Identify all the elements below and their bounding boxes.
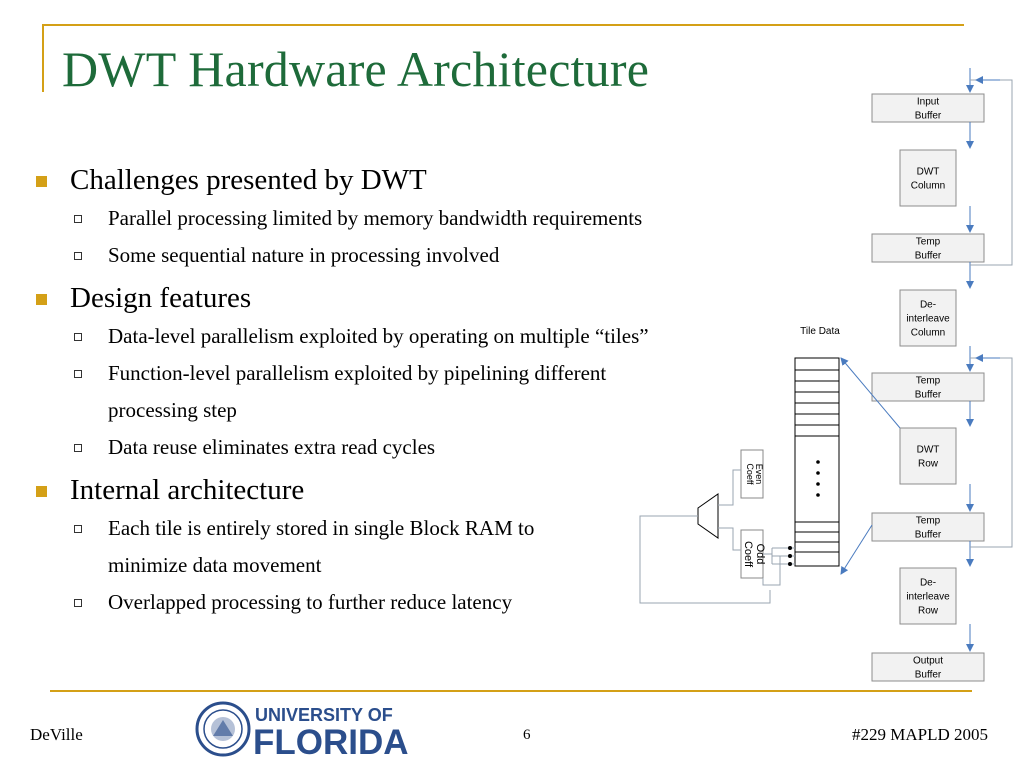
bullet-heading: Internal architecture — [30, 470, 790, 510]
odd-to-mux — [718, 528, 741, 550]
pipeline-label: Row — [917, 458, 939, 470]
seal-icon — [197, 703, 249, 755]
pipeline-label: Temp — [915, 375, 941, 387]
left-rule — [42, 24, 44, 92]
pipeline-label: Buffer — [914, 669, 942, 681]
odd-label: Odd — [754, 543, 766, 565]
footer-author: DeVille — [30, 725, 83, 744]
dwt-architecture-diagram — [620, 60, 1020, 690]
bottom-rule — [50, 690, 972, 692]
pipeline-label: Input — [916, 96, 940, 108]
bullet-item: Each tile is entirely stored in single Block RAM to — [30, 510, 790, 547]
pipeline-label: De- — [919, 299, 937, 311]
pipeline-label: Buffer — [914, 250, 942, 262]
arrow-to-tile-bottom — [841, 525, 872, 574]
pipeline-label: Column — [910, 180, 946, 192]
footer-event: #229 MAPLD 2005 — [851, 725, 988, 744]
page-number: 6 — [523, 727, 531, 743]
logo-line-1: UNIVERSITY OF — [255, 705, 393, 725]
pipeline-box-5 — [900, 428, 956, 484]
pipeline-label: interleave — [906, 313, 950, 325]
ellipsis-dot — [816, 460, 820, 464]
even-label: Even — [754, 463, 764, 485]
pipeline-label: Output — [912, 655, 944, 667]
pipeline-label: Temp — [915, 515, 941, 527]
university-logo — [195, 700, 415, 758]
pipeline-label: Row — [917, 605, 939, 617]
bullet-item: processing step — [108, 398, 237, 422]
slide-title: DWT Hardware Architecture — [62, 41, 650, 97]
bullet-heading: Design features — [30, 278, 790, 318]
top-rule — [42, 24, 964, 26]
bullet-item: Function-level parallelism exploited by pipelining different — [30, 355, 790, 392]
logo-line-2: FLORIDA — [253, 723, 409, 758]
ellipsis-dot — [816, 482, 820, 486]
bullet-item: Data-level parallelism exploited by operating on multiple “tiles” — [30, 318, 790, 355]
even-label: Coeff — [745, 463, 755, 485]
pipeline-label: interleave — [906, 591, 950, 603]
wire-junction — [788, 562, 792, 566]
pipeline-label: Column — [910, 327, 946, 339]
pipeline-label: DWT — [916, 166, 940, 178]
bullet-heading: Challenges presented by DWT — [30, 160, 790, 200]
bullet-item: minimize data movement — [108, 553, 322, 577]
odd-label: Coeff — [742, 540, 754, 568]
bullet-item: Parallel processing limited by memory bandwidth requirements — [30, 200, 790, 237]
bullet-item: Some sequential nature in processing involved — [30, 237, 790, 274]
bullet-item: Overlapped processing to further reduce latency — [30, 584, 790, 621]
pipeline-label: DWT — [916, 444, 940, 456]
tile-data-label: Tile Data — [800, 326, 840, 337]
ellipsis-dot — [816, 471, 820, 475]
wire-junction — [788, 546, 792, 550]
pipeline-label: Temp — [915, 236, 941, 248]
bullet-item: Data reuse eliminates extra read cycles — [30, 429, 790, 466]
multiplexer-icon — [698, 494, 718, 538]
ellipsis-dot — [816, 493, 820, 497]
pipeline-box-1 — [900, 150, 956, 206]
pipeline-label: Buffer — [914, 389, 942, 401]
wire-junction — [788, 554, 792, 558]
pipeline-label: De- — [919, 577, 937, 589]
pipeline-label: Buffer — [914, 110, 942, 122]
even-to-mux — [718, 470, 741, 505]
pipeline-label: Buffer — [914, 529, 942, 541]
